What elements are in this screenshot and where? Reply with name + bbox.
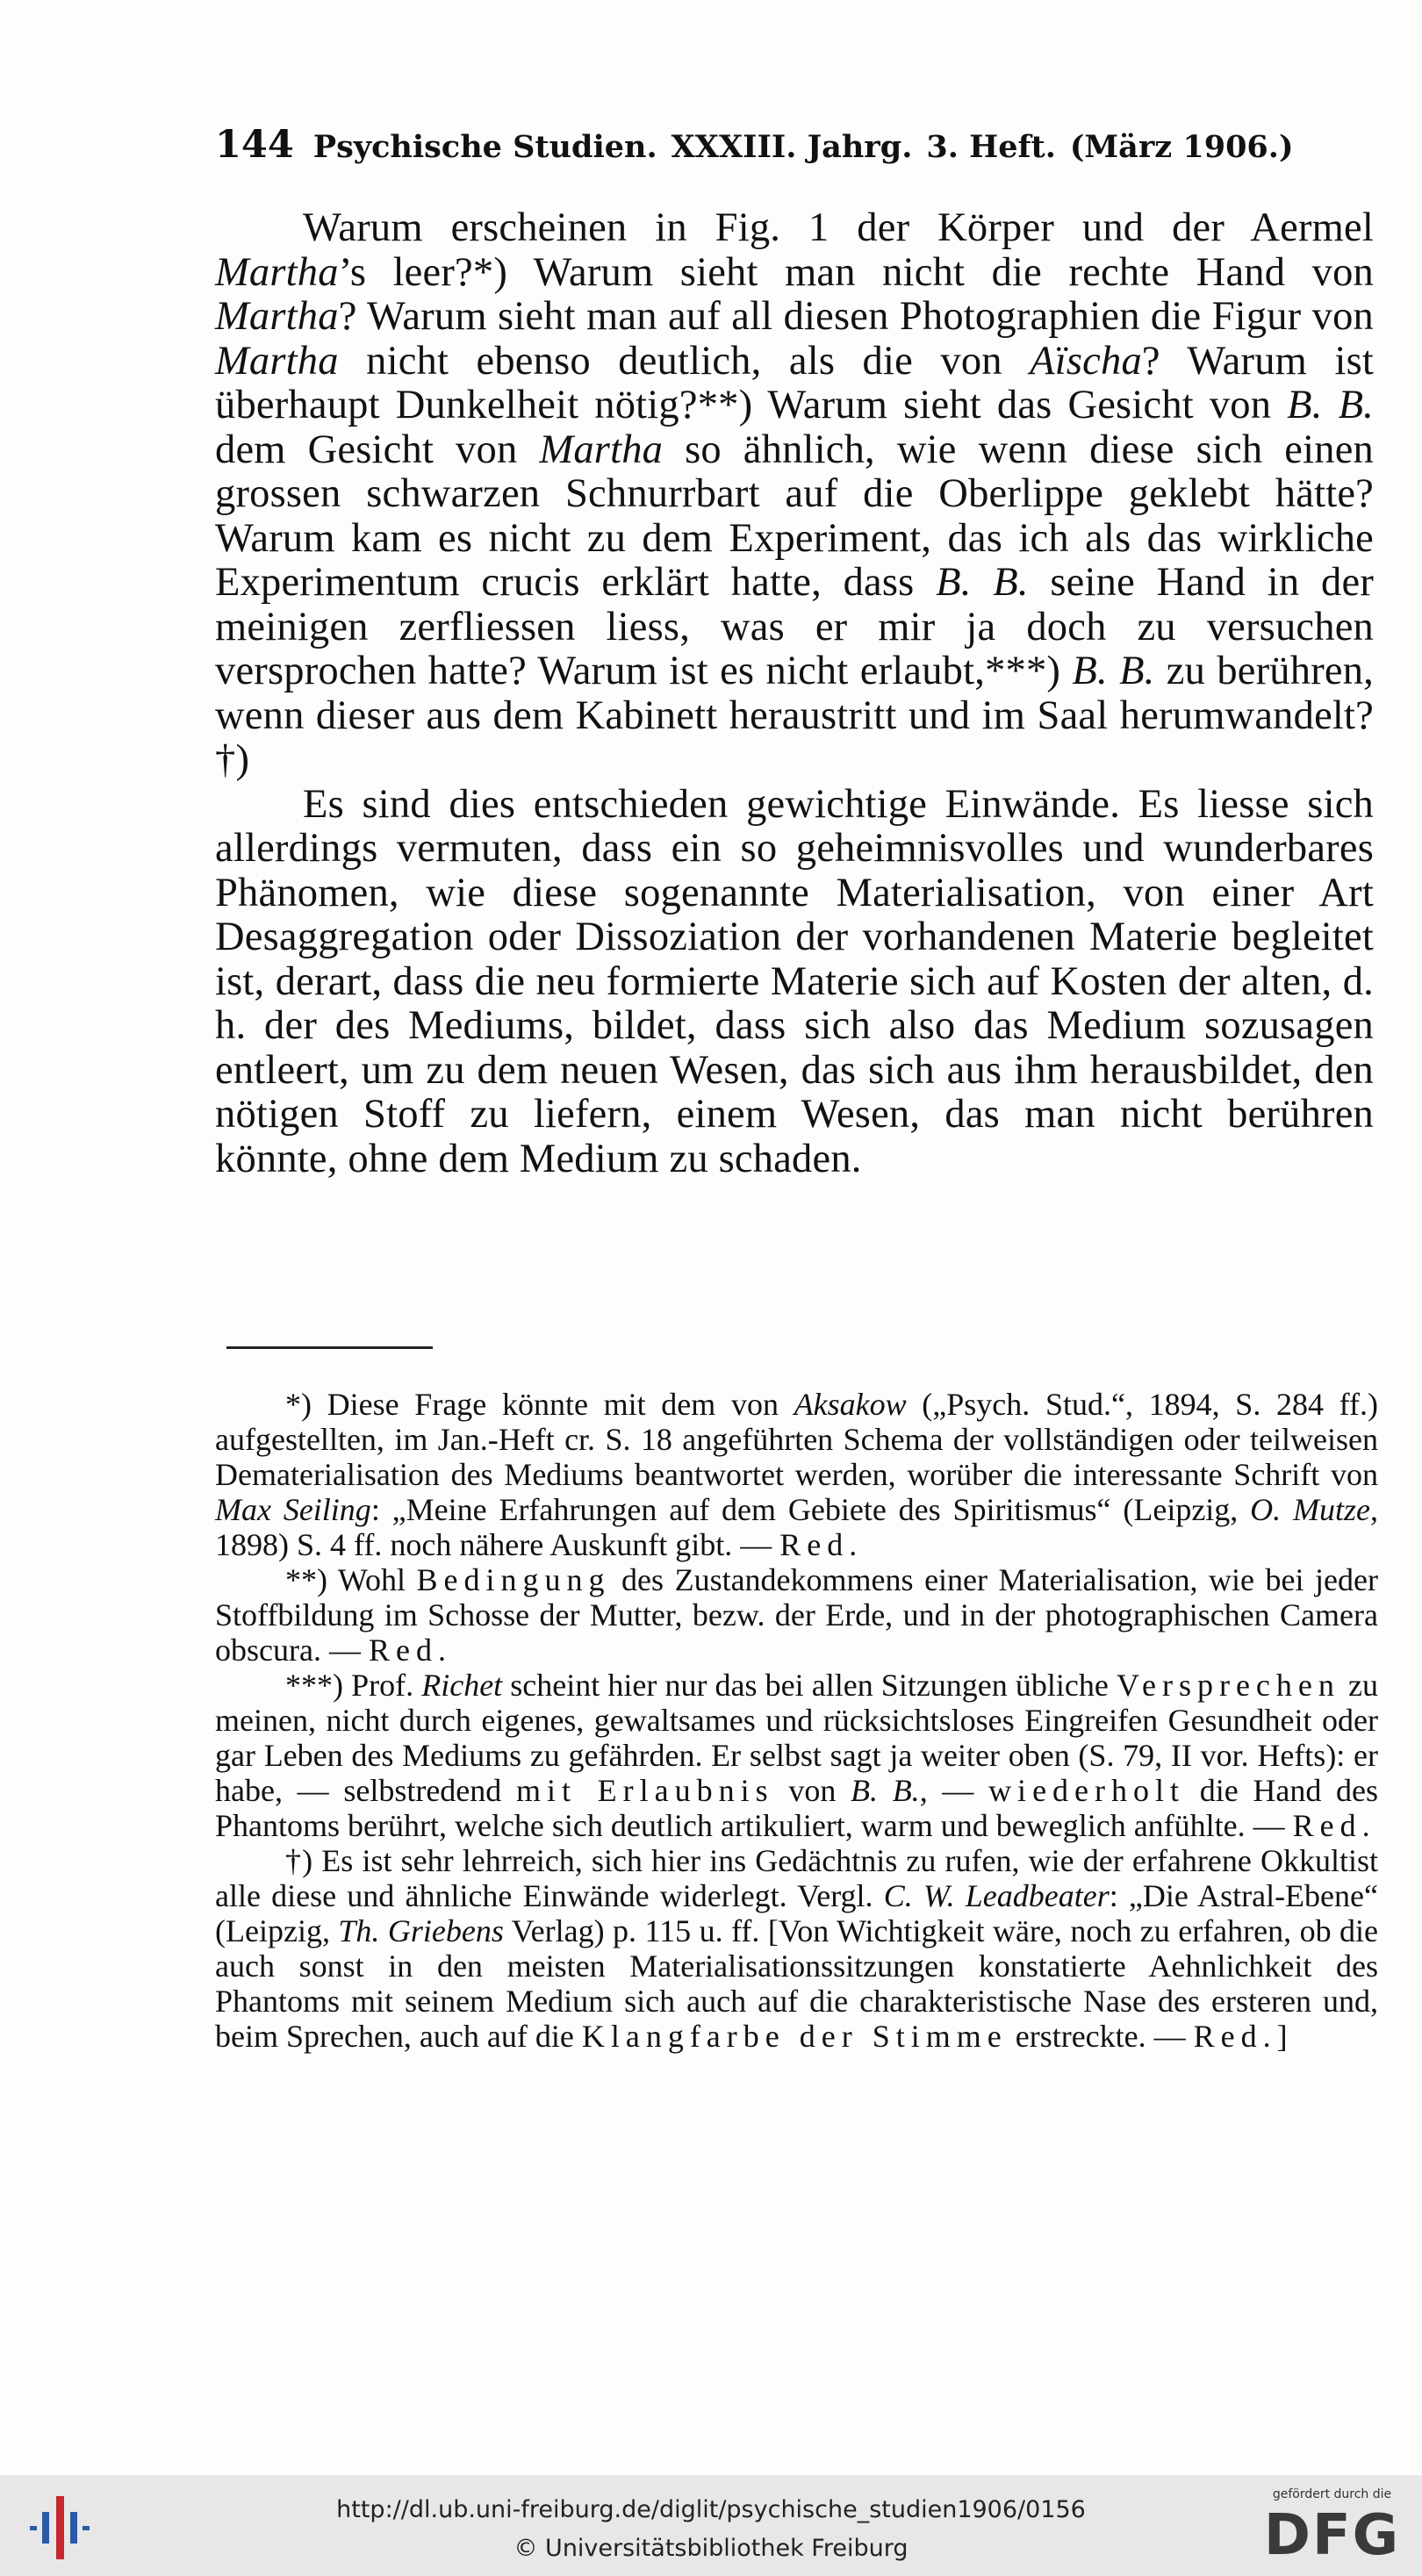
text-run: zu berühren, wenn dieser aus dem Kabinett heraustritt und im Saal herumwandelt?†) bbox=[215, 649, 1374, 782]
issue-date: (März 1906.) bbox=[1069, 129, 1294, 165]
text-run: ’s leer?*) Warum sieht man nicht die rechte Hand von bbox=[338, 249, 1374, 295]
text-run: *) Diese Frage könnte mit dem von bbox=[285, 1387, 794, 1422]
text-run: ] bbox=[1276, 2019, 1288, 2054]
volume-label: XXXIII. Jahrg. bbox=[671, 129, 913, 165]
viewer-footer bbox=[0, 2475, 1422, 2576]
footnote bbox=[215, 1387, 1378, 1562]
issue-label: 3. Heft. bbox=[926, 129, 1056, 165]
page-number: 144 bbox=[215, 123, 294, 167]
text-run: so ähnlich, wie wenn diese sich einen grossen schwarzen Schnurrbart auf die Oberlippe geklebt hätte? Warum kam es nicht zu dem Experiment, das ich als das wirkliche Experimentum crucis erklärt hatte, dass bbox=[215, 427, 1374, 605]
name-griebens: Th. Griebens bbox=[338, 1913, 504, 1948]
editor-mark: Red. bbox=[368, 1632, 452, 1668]
dfg-wordmark: DFG bbox=[1263, 2503, 1401, 2568]
name-martha: Martha bbox=[215, 338, 339, 384]
text-run: , — bbox=[919, 1773, 989, 1808]
text-run: †) Es ist sehr lehrreich, sich hier ins Gedächtnis zu rufen, wie der erfahrene Okkultist alle diese und ähnliche Einwände widerlegt. Vergl. bbox=[215, 1843, 1378, 1913]
text-run: zu meinen, nicht durch eigenes, gewaltsames und rücksichtsloses Eingreifen Gesundheit oder gar Leben des Mediums zu gefährden. Er selbst sagt ja weiter oben (S. 79, II vor. Hefts): er habe, — selbstredend bbox=[215, 1668, 1378, 1808]
name-aksakow: Aksakow bbox=[794, 1387, 907, 1422]
dfg-logo[interactable] bbox=[1255, 2487, 1409, 2571]
text-run: („Psych. Stud.“, 1894, S. 284 ff.) aufgestellten, im Jan.-Heft cr. S. 18 angeführten Schema der vollständigen oder teilweisen Dematerialisation des Mediums beantwortet werden, worüber die interessante Schrift von bbox=[215, 1387, 1378, 1492]
name-bb: B. B. bbox=[1072, 649, 1155, 693]
text-run: , 1898) S. 4 ff. noch nähere Auskunft gibt. — bbox=[215, 1492, 1378, 1562]
page-url-link[interactable]: http://dl.ub.uni-freiburg.de/diglit/psychische_studien1906/0156 bbox=[336, 2496, 1086, 2523]
spaced-word: Klangfarbe der Stimme bbox=[581, 2019, 1008, 2054]
editor-mark: Red. bbox=[1193, 2019, 1277, 2054]
running-header bbox=[215, 123, 1312, 167]
text-run: : „Meine Erfahrungen auf dem Gebiete des Spiritismus“ (Leipzig, bbox=[370, 1492, 1251, 1527]
text-run: erstreckte. — bbox=[1007, 2019, 1194, 2054]
dfg-caption: gefördert durch die bbox=[1272, 2487, 1392, 2501]
text-run: Warum erscheinen in Fig. 1 der Körper und der Aermel bbox=[303, 205, 1374, 250]
editor-mark: Red. bbox=[779, 1527, 864, 1562]
name-leadbeater: C. W. Leadbeater bbox=[883, 1878, 1110, 1913]
name-o-mutze: O. Mutze bbox=[1250, 1492, 1370, 1527]
footnote bbox=[215, 1843, 1378, 2054]
spaced-word: mit Erlaubnis bbox=[515, 1773, 774, 1808]
text-run: die Hand des Phantoms berührt, welche sich deutlich artikuliert, warm und beweglich anfühlte. — bbox=[215, 1773, 1379, 1843]
name-richet: Richet bbox=[421, 1668, 503, 1703]
name-bb: B. B. bbox=[1287, 383, 1374, 427]
text-run: ***) Prof. bbox=[285, 1668, 422, 1703]
name-martha: Martha bbox=[539, 427, 664, 472]
name-bb: B. B. bbox=[851, 1773, 920, 1808]
text-run: scheint hier nur das bei allen Sitzungen übliche bbox=[502, 1668, 1117, 1703]
name-aischa: Aïscha bbox=[1030, 338, 1142, 384]
paragraph bbox=[215, 206, 1374, 783]
text-run: des Zustandekommens einer Materialisation, wie bei jeder Stoffbildung im Schosse der Mutter, bezw. der Erde, und in der photographischen Camera obscura. — bbox=[215, 1562, 1378, 1668]
footnotes bbox=[215, 1387, 1378, 2054]
name-bb: B. B. bbox=[936, 560, 1029, 605]
editor-mark: Red. bbox=[1292, 1808, 1376, 1843]
name-martha: Martha bbox=[215, 249, 339, 295]
text-run: **) Wohl bbox=[285, 1562, 417, 1597]
spaced-word: wiederholt bbox=[988, 1773, 1186, 1808]
journal-title: Psychische Studien. bbox=[312, 129, 657, 165]
name-max-seiling: Max Seiling bbox=[215, 1492, 371, 1527]
footnote bbox=[215, 1668, 1378, 1843]
footnote bbox=[215, 1562, 1378, 1668]
spaced-word: Versprechen bbox=[1116, 1668, 1340, 1703]
text-run: nicht ebenso deutlich, als die von bbox=[338, 338, 1031, 384]
text-run: : „Die Astral-Ebene“ (Leipzig, bbox=[215, 1878, 1378, 1948]
copyright-notice: © Universitätsbibliothek Freiburg bbox=[514, 2535, 908, 2562]
main-text bbox=[215, 206, 1374, 1181]
text-run: seine Hand in der meinigen zerfliessen liess, was er mir ja doch zu versuchen versprochen hatte? Warum ist es nicht erlaubt,***) bbox=[215, 560, 1375, 693]
spaced-word: Bedingung bbox=[416, 1562, 611, 1597]
text-run: ? Warum sieht man auf all diesen Photographien die Figur von bbox=[338, 294, 1374, 339]
text-run: dem Gesicht von bbox=[215, 427, 540, 472]
text-run: Verlag) p. 115 u. ff. [Von Wichtigkeit wäre, noch zu erfahren, ob die auch sonst in den meisten Materialisationssitzungen konstatierte Aehnlichkeit des Phantoms mit seinem Medium sich auch auf die charakteristische Nase des ersteren und, beim Sprechen, auch auf die bbox=[215, 1913, 1379, 2054]
paragraph: Es sind dies entschieden gewichtige Einwände. Es liesse sich allerdings vermuten, dass ein so geheimnisvolles und wunderbares Phänomen, wie diese sogenannte Materialisation, von einer Art Desaggregation oder Dissoziation der vorhandenen Materie begleitet ist, derart, dass die neu formierte Materie sich auf Kosten der alten, d. h. der des Mediums, bildet, dass sich also das Medium sozusagen entleert, um zu dem neuen Wesen, das sich aus ihm herausbildet, den nötigen Stoff zu liefern, einem Wesen, das man nicht berühren könnte, ohne dem Medium zu schaden. bbox=[215, 781, 1374, 1181]
text-run: ? Warum ist überhaupt Dunkelheit nötig?**) Warum sieht das Gesicht von bbox=[215, 338, 1374, 427]
text-run: von bbox=[773, 1773, 851, 1808]
name-martha: Martha bbox=[215, 294, 339, 339]
footnote-separator bbox=[226, 1346, 433, 1349]
